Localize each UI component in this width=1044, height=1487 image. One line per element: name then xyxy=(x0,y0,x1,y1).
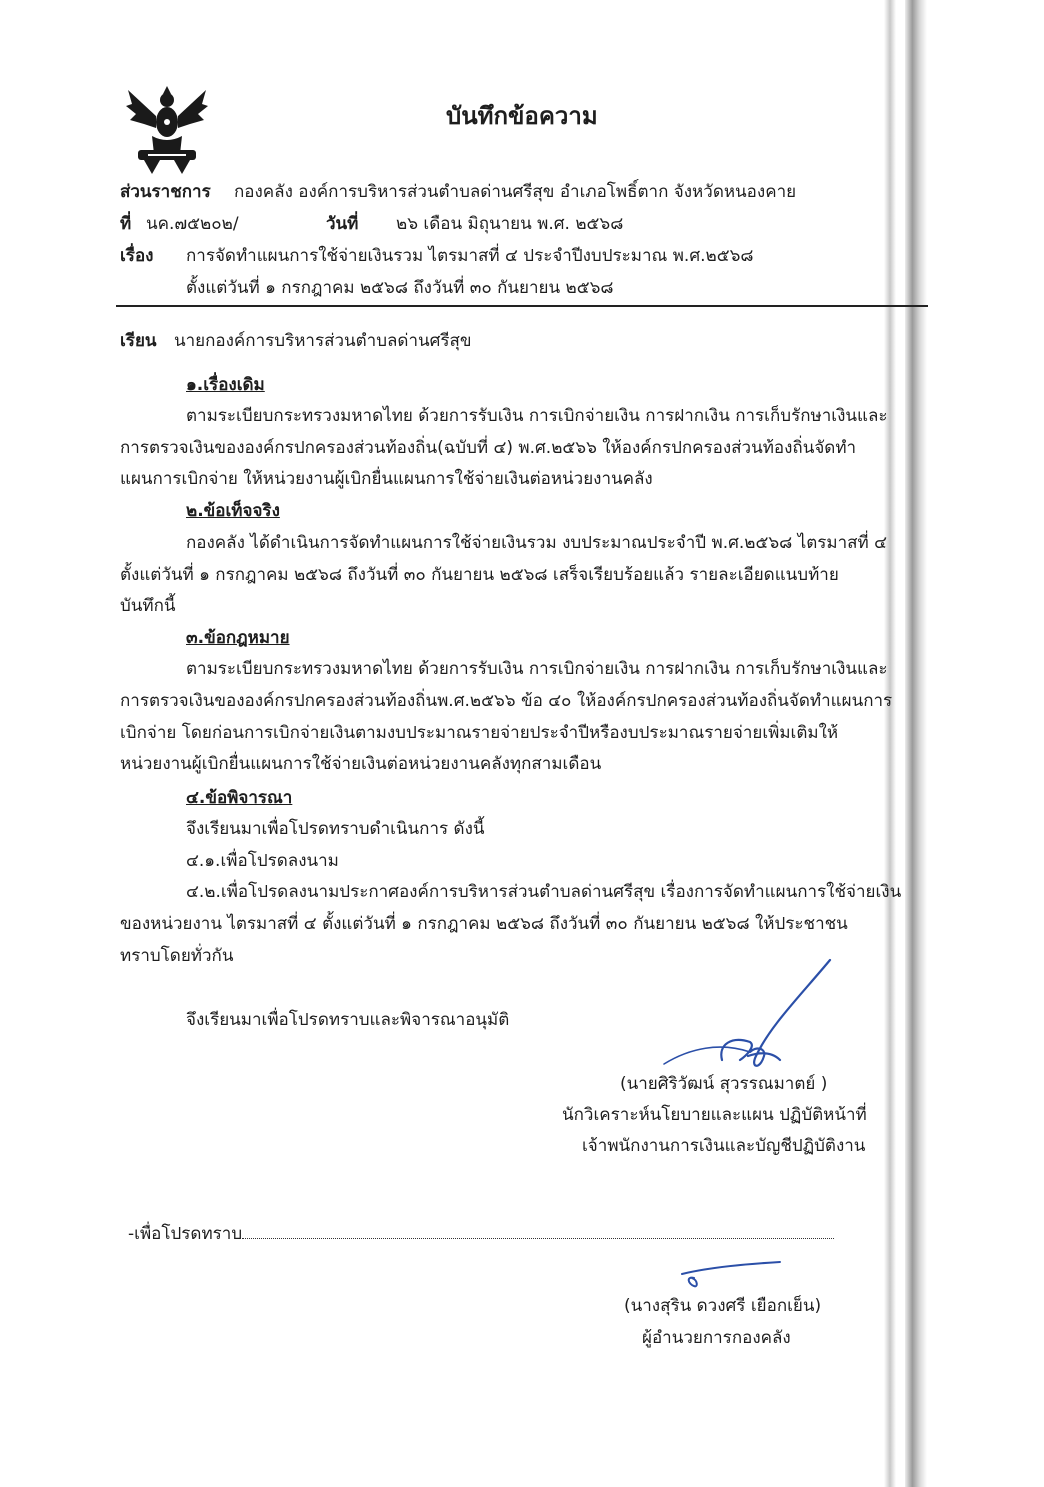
department-label: ส่วนราชการ xyxy=(120,182,211,202)
subject-line: การจัดทำแผนการใช้จ่ายเงินรวม ไตรมาสที่ ๔ ประจำปีงบประมาณ พ.ศ.๒๕๖๘ xyxy=(186,246,754,266)
signature-2 xyxy=(676,1254,786,1294)
header-divider xyxy=(116,305,928,307)
date-label: วันที่ xyxy=(326,214,359,234)
scan-edge-shadow xyxy=(905,0,927,1487)
section-heading: ๔.ข้อพิจารณา xyxy=(186,788,293,808)
body-line: ของหน่วยงาน ไตรมาสที่ ๔ ตั้งแต่วันที่ ๑ กรกฎาคม ๒๕๖๘ ถึงวันที่ ๓๐ กันยายน ๒๕๖๘ ให้ประชาชน xyxy=(120,914,848,934)
body-line: แผนการเบิกจ่าย ให้หน่วยงานผู้เบิกยื่นแผนการใช้จ่ายเงินต่อหน่วยงานคลัง xyxy=(120,469,653,489)
body-line: ๔.๒.เพื่อโปรดลงนามประกาศองค์การบริหารส่วนตำบลด่านศรีสุข เรื่องการจัดทำแผนการใช้จ่ายเงิน xyxy=(186,882,902,902)
body-line: กองคลัง ได้ดำเนินการจัดทำแผนการใช้จ่ายเงินรวม งบประมาณประจำปี พ.ศ.๒๕๖๘ ไตรมาสที่ ๔ xyxy=(186,533,888,553)
section-heading: ๒.ข้อเท็จจริง xyxy=(186,501,280,521)
body-line: เบิกจ่าย โดยก่อนการเบิกจ่ายเงินตามงบประมาณรายจ่ายประจำปีหรืองบประมาณรายจ่ายเพิ่มเติมให้ xyxy=(120,723,839,743)
ref-value: นค.๗๕๒๐๒/ xyxy=(146,214,239,234)
body-line: จึงเรียนมาเพื่อโปรดทราบดำเนินการ ดังนี้ xyxy=(186,819,485,839)
body-line: หน่วยงานผู้เบิกยื่นแผนการใช้จ่ายเงินต่อหน่วยงานคลังทุกสามเดือน xyxy=(120,754,602,774)
department-value: กองคลัง องค์การบริหารส่วนตำบลด่านศรีสุข อำเภอโพธิ์ตาก จังหวัดหนองคาย xyxy=(234,182,797,202)
body-line: ทราบโดยทั่วกัน xyxy=(120,946,234,966)
acknowledge-line xyxy=(128,1222,834,1246)
subject-line: ตั้งแต่วันที่ ๑ กรกฎาคม ๒๕๖๘ ถึงวันที่ ๓๐ กันยายน ๒๕๖๘ xyxy=(186,278,614,298)
closing-text: จึงเรียนมาเพื่อโปรดทราบและพิจารณาอนุมัติ xyxy=(186,1010,510,1030)
dotted-line xyxy=(242,1224,834,1239)
body-line: การตรวจเงินขององค์กรปกครองส่วนท้องถิ่น(ฉบับที่ ๔) พ.ศ.๒๕๖๖ ให้องค์กรปกครองส่วนท้องถิ่นจัดทำ xyxy=(120,438,857,458)
body-line: บันทึกนี้ xyxy=(120,596,176,616)
garuda-emblem-icon xyxy=(122,84,212,176)
acknowledge-label: -เพื่อโปรดทราบ xyxy=(128,1224,243,1244)
page-title: บันทึกข้อความ xyxy=(446,102,598,130)
date-value: ๒๖ เดือน มิถุนายน พ.ศ. ๒๕๖๘ xyxy=(396,214,624,234)
body-line: ๔.๑.เพื่อโปรดลงนาม xyxy=(186,851,339,871)
signer-position: ผู้อำนวยการกองคลัง xyxy=(642,1328,791,1348)
body-line: การตรวจเงินขององค์กรปกครองส่วนท้องถิ่นพ.ศ.๒๕๖๖ ข้อ ๔๐ ให้องค์กรปกครองส่วนท้องถิ่นจัดทำแผนการ xyxy=(120,691,893,711)
signer-position: นักวิเคราะห์นโยบายและแผน ปฏิบัติหน้าที่ xyxy=(562,1105,867,1125)
body-line: ตั้งแต่วันที่ ๑ กรกฎาคม ๒๕๖๘ ถึงวันที่ ๓๐ กันยายน ๒๕๖๘ เสร็จเรียบร้อยแล้ว รายละเอียดแนบท้าย xyxy=(120,565,839,585)
body-line: ตามระเบียบกระทรวงมหาดไทย ด้วยการรับเงิน การเบิกจ่ายเงิน การฝากเงิน การเก็บรักษาเงินและ xyxy=(186,659,888,679)
signer-name: (นายศิริวัฒน์ สุวรรณมาตย์ ) xyxy=(620,1074,828,1094)
subject-label: เรื่อง xyxy=(120,246,154,266)
signer-position: เจ้าพนักงานการเงินและบัญชีปฏิบัติงาน xyxy=(582,1136,866,1156)
body-line: ตามระเบียบกระทรวงมหาดไทย ด้วยการรับเงิน การเบิกจ่ายเงิน การฝากเงิน การเก็บรักษาเงินและ xyxy=(186,406,888,426)
signer-name: (นางสุริน ดวงศรี เยือกเย็น) xyxy=(624,1296,822,1316)
signature-1 xyxy=(660,956,840,1076)
ref-label: ที่ xyxy=(120,214,132,234)
salutation-value: นายกองค์การบริหารส่วนตำบลด่านศรีสุข xyxy=(174,331,472,351)
scan-edge-shadow xyxy=(884,0,896,1487)
section-heading: ๑.เรื่องเดิม xyxy=(186,375,265,395)
section-heading: ๓.ข้อกฎหมาย xyxy=(186,628,290,648)
salutation-label: เรียน xyxy=(120,331,157,351)
